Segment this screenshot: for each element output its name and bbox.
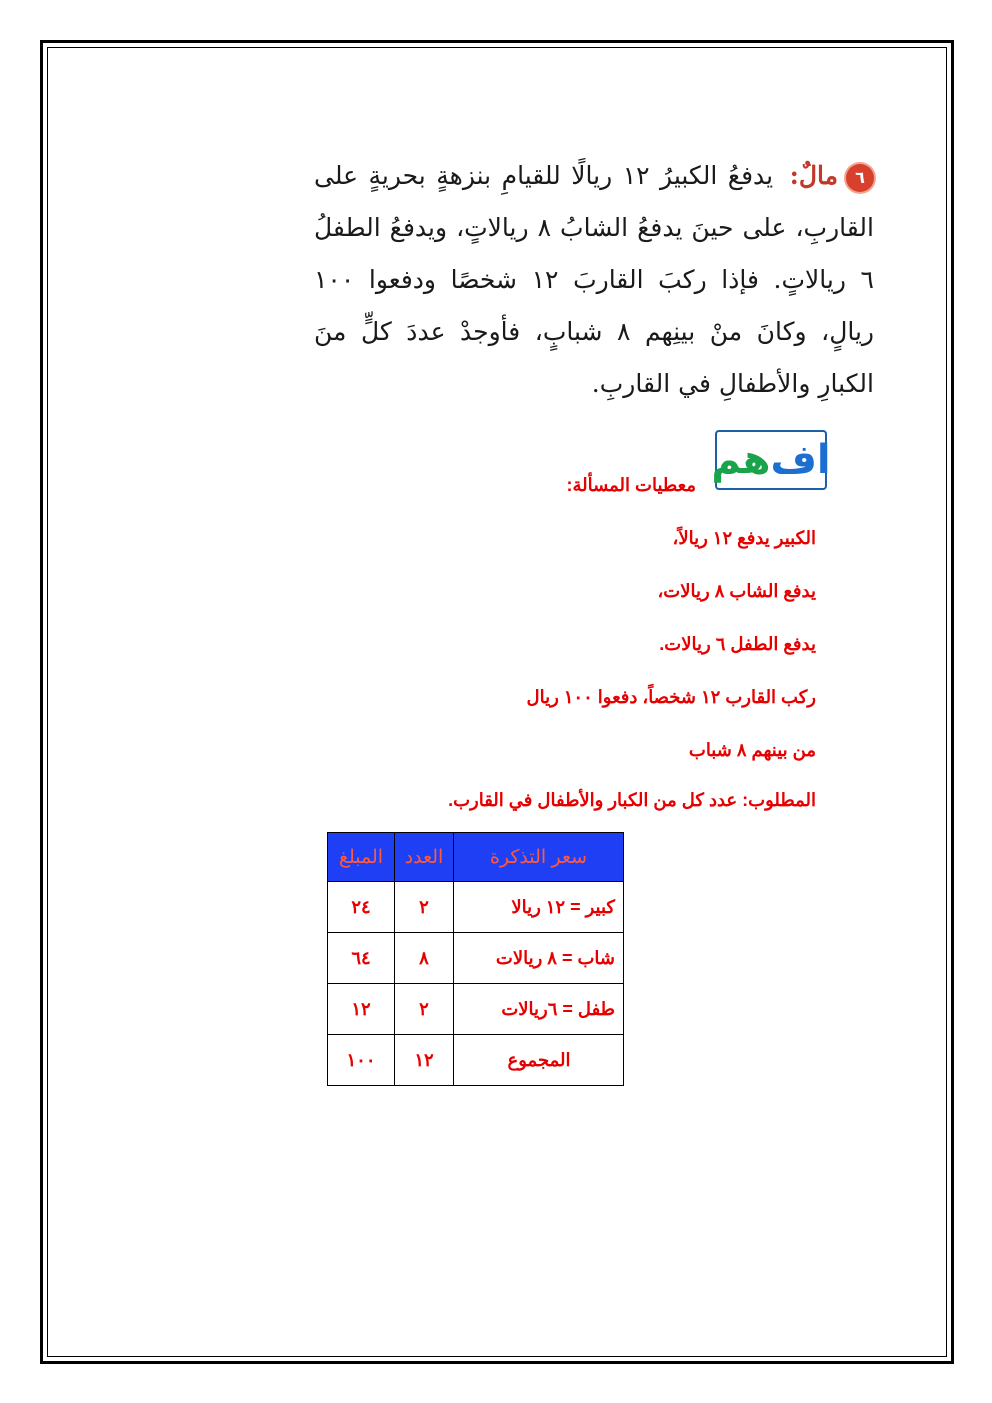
cell-count: ٢ (395, 984, 454, 1035)
table-row (328, 984, 624, 1035)
ticket-price-table (327, 832, 624, 1086)
cell-amount: ١٢ (328, 984, 395, 1035)
cell-total-count: ١٢ (395, 1035, 454, 1086)
cell-amount: ٢٤ (328, 882, 395, 933)
cell-ticket: كبير = ١٢ ريالا (454, 882, 624, 933)
header-amount: المبلغ (328, 833, 395, 882)
header-count: العدد (395, 833, 454, 882)
problem-statement (314, 150, 874, 410)
problem-text: يدفعُ الكبيرُ ١٢ ريالًا للقيامِ بنزهةٍ بحريةٍ على القاربِ، على حينَ يدفعُ الشابُ ٨ ريالاتٍ، ويدفعُ الطفلُ ٦ ريالاتٍ. فإذا ركبَ القاربَ ١٢ شخصًا ودفعوا ١٠٠ ريالٍ، وكانَ منْ بينِهم ٨ شبابٍ، فأوجدْ عددَ كلٍّ منَ الكبارِ والأطفالِ في القاربِ. (314, 161, 875, 398)
given-line: الكبير يدفع ١٢ ريالاً، (672, 528, 816, 548)
given-line: ركب القارب ١٢ شخصاً، دفعوا ١٠٠ ريال (526, 687, 816, 707)
cell-total-amount: ١٠٠ (328, 1035, 395, 1086)
problem-number-badge: ٦ (846, 164, 874, 192)
cell-amount: ٦٤ (328, 933, 395, 984)
given-line: يدفع الطفل ٦ ريالات. (659, 634, 816, 654)
table-total-row (328, 1035, 624, 1086)
header-ticket-price: سعر التذكرة (454, 833, 624, 882)
table-header-row (328, 833, 624, 882)
cell-ticket: طفل = ٦ريالات (454, 984, 624, 1035)
table-row (328, 933, 624, 984)
cell-ticket: شاب = ٨ ريالات (454, 933, 624, 984)
problem-label: مالٌ: (789, 161, 839, 190)
given-line: يدفع الشاب ٨ ريالات، (657, 581, 816, 601)
ifham-logo-part1: اف (770, 437, 831, 483)
given-line: من بينهم ٨ شباب (688, 740, 816, 760)
cell-total-label: المجموع (454, 1035, 624, 1086)
required-line: المطلوب: عدد كل من الكبار والأطفال في القارب. (448, 790, 816, 810)
cell-count: ٨ (395, 933, 454, 984)
ifham-logo-part2: هم (711, 437, 771, 483)
ifham-logo (711, 430, 831, 490)
cell-count: ٢ (395, 882, 454, 933)
table-row (328, 882, 624, 933)
givens-title: معطيات المسألة: (566, 475, 696, 495)
